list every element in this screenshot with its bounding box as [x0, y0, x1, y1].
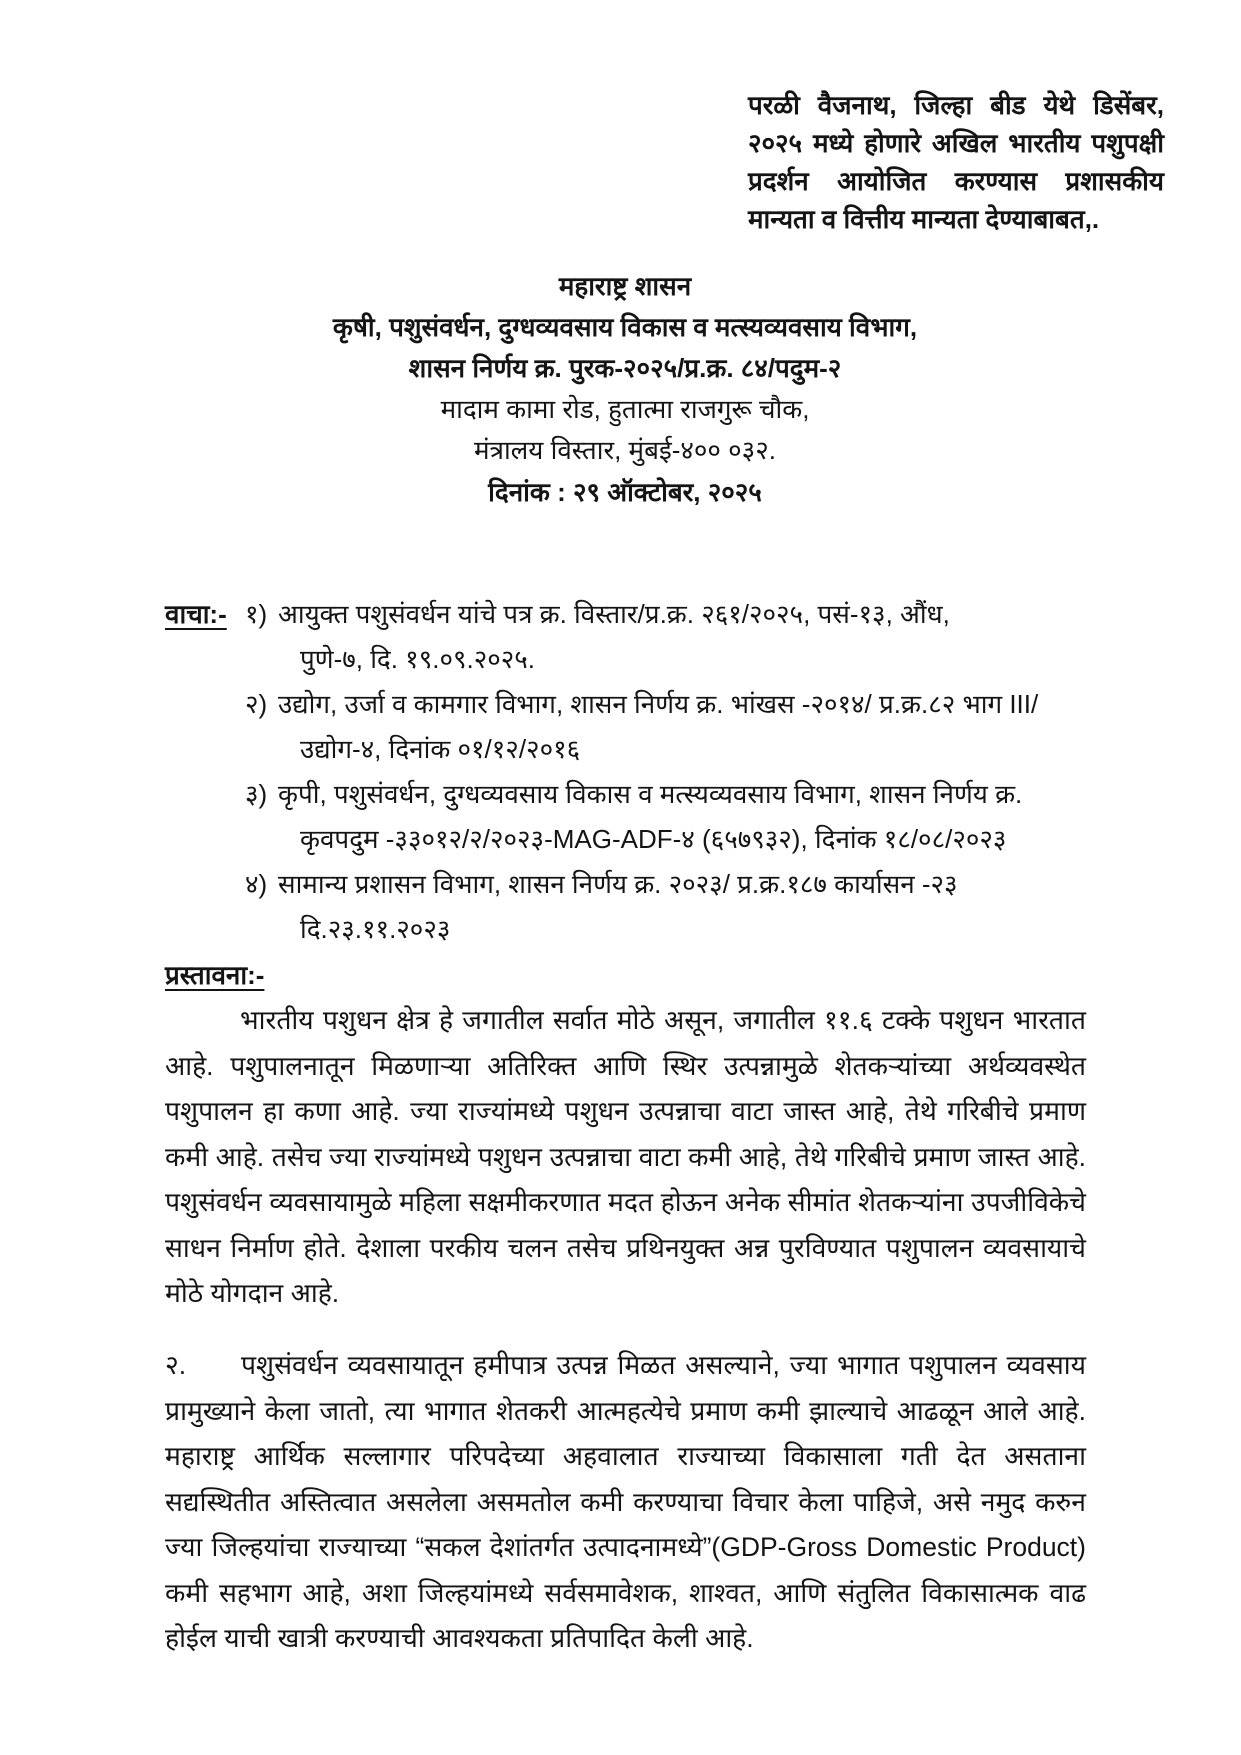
- subject-line: परळी वैजनाथ, जिल्हा बीड येथे डिसेंबर,: [748, 90, 1164, 120]
- read-item-3: [245, 772, 1100, 862]
- read-section-label: वाचा:-: [165, 599, 227, 629]
- read-item-line: [245, 682, 1100, 727]
- subject-line: २०२५ मध्ये होणारे अखिल भारतीय पशुपक्षी: [748, 128, 1164, 158]
- read-item-number: २): [245, 689, 268, 719]
- read-item-1: [245, 592, 1100, 682]
- preamble-heading: प्रस्तावना:-: [165, 960, 265, 990]
- read-item-line: [245, 772, 1100, 817]
- subject-block: [748, 86, 1164, 238]
- preamble-paragraph-1: भारतीय पशुधन क्षेत्र हे जगातील सर्वात मोठे असून, जगातील ११.६ टक्के पशुधन भारतात आहे. पशुपालनातून मिळणाऱ्या अतिरिक्त आणि स्थिर उत्पन्नामुळे शेतकऱ्यांच्या अर्थव्यवस्थेत पशुपालन हा कणा आहे. ज्या राज्यांमध्ये पशुधन उत्पन्नाचा वाटा जास्त आहे, तेथे गरिबीचे प्रमाण कमी आहे. तसेच ज्या राज्यांमध्ये पशुधन उत्पन्नाचा वाटा कमी आहे, तेथे गरिबीचे प्रमाण जास्त आहे. पशुसंवर्धन व्यवसायामुळे महिला सक्षमीकरणात मदत होऊन अनेक सीमांत शेतकऱ्यांना उपजीविकेचे साधन निर्माण होते. देशाला परकीय चलन तसेच प्रथिनयुक्त अन्न पुरविण्यात पशुपालन व्यवसायाचे मोठे योगदान आहे.: [165, 1005, 1086, 1308]
- government-title: महाराष्ट्र शासन: [558, 271, 692, 301]
- read-item-number: १): [245, 599, 268, 629]
- read-item-text: उद्योग, उर्जा व कामगार विभाग, शासन निर्णय क्र. भांखस -२०१४/ प्र.क्र.८२ भाग III/: [278, 689, 1039, 719]
- read-items: [245, 592, 1100, 952]
- gr-number-line: शासन निर्णय क्र. पुरक-२०२५/प्र.क्र. ८४/पदुम-२: [408, 353, 842, 383]
- read-item-2: [245, 682, 1100, 772]
- address-line-1: मादाम कामा रोड, हुतात्मा राजगुरू चौक,: [440, 394, 810, 424]
- subject-line: मान्यता व वित्तीय मान्यता देण्याबाबत,.: [748, 204, 1100, 234]
- read-item-text: सामान्य प्रशासन विभाग, शासन निर्णय क्र. २०२३/ प्र.क्र.१८७ कार्यासन -२३: [278, 869, 958, 899]
- read-item-text: आयुक्त पशुसंवर्धन यांचे पत्र क्र. विस्तार/प्र.क्र. २६१/२०२५, पसं-१३, औंध,: [278, 599, 950, 629]
- read-item-continuation: कृवपदुम -३३०१२/२/२०२३-MAG-ADF-४ (६५७९३२), दिनांक १८/०८/२०२३: [300, 824, 1007, 854]
- read-item-continuation: दि.२३.११.२०२३: [300, 914, 451, 944]
- read-item-continuation: उद्योग-४, दिनांक ०१/१२/२०१६: [300, 734, 581, 764]
- read-item-number: ३): [245, 779, 268, 809]
- paragraph-number: २.: [165, 1350, 187, 1380]
- read-item-number: ४): [245, 869, 268, 899]
- read-item-line: [245, 592, 1100, 637]
- read-item-line: [245, 862, 1100, 907]
- address-line-2: मंत्रालय विस्तार, मुंबई-४०० ०३२.: [474, 435, 776, 465]
- preamble-paragraph-2: [165, 1343, 1086, 1662]
- read-section: [165, 592, 1100, 952]
- subject-line: प्रदर्शन आयोजित करण्यास प्रशासकीय: [748, 166, 1164, 196]
- department-line: कृषी, पशुसंवर्धन, दुग्धव्यवसाय विकास व मत्स्यव्यवसाय विभाग,: [332, 312, 918, 342]
- read-item-text: कृपी, पशुसंवर्धन, दुग्धव्यवसाय विकास व मत्स्यव्यवसाय विभाग, शासन निर्णय क्र.: [278, 779, 1023, 809]
- read-item-continuation: पुणे-७, दि. १९.०९.२०२५.: [300, 644, 536, 674]
- paragraph-text: पशुसंवर्धन व्यवसायातून हमीपात्र उत्पन्न मिळत असल्याने, ज्या भागात पशुपालन व्यवसाय प्रामुख्याने केला जातो, त्या भागात शेतकरी आत्महत्येचे प्रमाण कमी झाल्याचे आढळून आले आहे. महाराष्ट्र आर्थिक सल्लागार परिपदेच्या अहवालात राज्याच्या विकासाला गती देत असताना सद्यस्थितीत अस्तित्वात असलेला असमतोल कमी करण्याचा विचार केला पाहिजे, असे नमुद करुन ज्या जिल्हयांचा राज्याच्या “सकल देशांतर्गत उत्पादनामध्ये”(GDP-Gross Domestic Product) कमी सहभाग आहे, अशा जिल्हयांमध्ये सर्वसमावेशक, शाश्वत, आणि संतुलित विकासात्मक वाढ होईल याची खात्री करण्याची आवश्यकता प्रतिपादित केली आहे.: [165, 1350, 1086, 1653]
- center-header: [165, 266, 1085, 513]
- read-item-4: [245, 862, 1100, 952]
- date-line: दिनांक : २९ ऑक्टोबर, २०२५: [488, 477, 762, 507]
